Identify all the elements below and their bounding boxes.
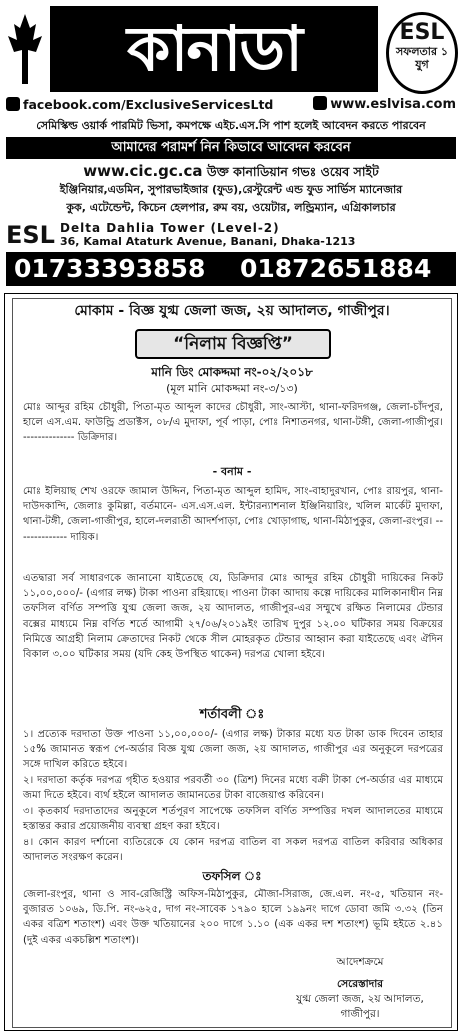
phone-2[interactable]: 01872651884 bbox=[240, 254, 432, 283]
address-line2: 36, Kamal Ataturk Avenue, Banani, Dhaka-1213 bbox=[60, 235, 356, 248]
web-links bbox=[6, 94, 456, 116]
phone-1[interactable]: 01733393858 bbox=[14, 254, 206, 283]
auction-notice bbox=[4, 293, 458, 1031]
schedule-title: তফসিল ঃ bbox=[202, 869, 262, 883]
conditions-title: শর্তাবলী ঃ bbox=[199, 707, 265, 722]
case-number: মানি ডিং মোকদ্দমা নং-০২/২০১৮ bbox=[151, 365, 313, 379]
condition-2: ২। দরদাতা কর্তৃক দরপত্র গৃহীত হওয়ার পরবর্তী ৩০ (ত্রিশ) দিনের মধ্যে বক্রী টাকা পে-অর্ডার এর মাধ্যমে জমা দিতে হইবে। ব্যর্থ হইলে আদালত জামানতের টাকা বাজেয়াপ্ত করিবেন। bbox=[23, 775, 443, 802]
court-header: মোকাম - বিজ্ঞ যুগ্ম জেলা জজ, ২য় আদালত, গাজীপুর। bbox=[74, 303, 390, 319]
website-link[interactable]: www.eslvisa.com bbox=[313, 94, 456, 116]
ad-line-consult: আমাদের পরামর্শ নিন কিভাবে আবেদন করবেন bbox=[6, 137, 456, 159]
schedule-paragraph: জেলা-রংপুর, থানা ও সাব-রেজিস্ট্রি অফিস-মিঠাপুকুর, মৌজা-সিরাজ, জে.এল. নং-৫, খতিয়ান নং-বুজারত ১০৬৯, ডি.পি. নং-৬২৫, দাগ নং-সাবেক ১৭৯০ হালে ১৯৯নং দাগে ডোবা জমি ৩.৩২ (তিন একর বত্রিশ শতাংশ) এবং উক্ত খতিয়ানের ২০০ দাগে ১.১০ (এক একর দশ শতাংশ) ভূমি হইতে ২.৪১ (দুই একর একচল্লিশ শতাংশ)। bbox=[23, 889, 443, 946]
ad-title: কানাডা bbox=[50, 6, 378, 92]
pointing-hand-icon bbox=[313, 96, 327, 110]
defendant-paragraph: মোঃ ইলিয়াছ শেখ ওরফে জামাল উদ্দিন, পিতা-মৃত আব্দুল হামিদ, সাং-বাহাদুরখান, পোঃ রায়পুর, থানা-দাউদকান্দি, জেলাঃ কুমিল্লা, বর্তমানে- এস.এস.এল. ইন্টারন্যাশনাল ইঞ্জিনিয়ারিং, খলিল মার্কেট মুদাফা, থানা-টঙ্গী, জেলা-গাজীপুর, হালে-দলরাতী আদর্শপাড়া, পোঃ খোড়াগাছ, থানা-মিঠাপুকুর, জেলা-রংপুর। -------------- দায়িক। bbox=[23, 486, 443, 543]
notice-inner bbox=[12, 298, 452, 1028]
condition-1: ১। প্রত্যেক দরদাতা উক্ত পাওনা ১১,০০,০০০/- (এগার লক্ষ) টাকার মধ্যে যত টাকা ডাক দিবেন তাহার ১৫% জামানত স্বরূপ পে-অর্ডার বিজ্ঞ যুগ্ম জেলা জজ, ২য় আদালত, গাজীপুর এর অনুকূলে দরপত্রের সঙ্গে দাখিল করিতে হইবে। bbox=[23, 729, 443, 771]
signer-place: গাজীপুর। bbox=[340, 1008, 380, 1020]
ad-line-visa: সেমিস্কিল্ড ওয়ার্ক পারমিট ভিসা, কমপক্ষে এইচ.এস.সি পাশ হলেই আবেদন করতে পারবেন bbox=[36, 119, 426, 132]
gov-site[interactable]: www.cic.gc.ca bbox=[83, 162, 203, 180]
ad-phones bbox=[6, 252, 456, 286]
badge-esl: ESL bbox=[399, 20, 445, 45]
condition-4: ৪। কোন কারণ দর্শানো ব্যতিরেকে যে কোন দরপত্র বাতিল বা সকল দরপত্র বাতিল করিবার অধিকার আদালত সংরক্ষণ করেন। bbox=[23, 837, 443, 864]
notice-heading: “নিলাম বিজ্ঞপ্তি” bbox=[135, 329, 331, 359]
signer-title: সেরেস্তাদার bbox=[336, 978, 384, 990]
address-line1: Delta Dahlia Tower (Level-2) bbox=[60, 221, 280, 235]
original-case-number: (মূল মানি মোকদ্দমা নং-৩/১৩) bbox=[166, 382, 298, 395]
signer-office: যুগ্ম জেলা জজ, ২য় আদালত, bbox=[296, 993, 424, 1005]
ad-line-jobs1: ইঞ্জিনিয়ার,এডমিন, সুপারভাইজার (ফুড),রেস্টুরেন্ট এন্ড ফুড সার্ভিস ম্যানেজার bbox=[59, 183, 403, 196]
plaintiff-paragraph: মোঃ আব্দুর রহিম চৌধুরী, পিতা-মৃত আব্দুল কাদের চৌধুরী, সাং-আস্টা, থানা-ফরিদগঞ্জ, জেলা-চাঁদপুর, হালে এস.এম. ফাউন্ড্রি প্রডাক্টস, ০৮/এ মুদাফা, পূর্ব পাড়া, পোঃ নিশাতনগর, থানা-টঙ্গী, জেলা-গাজীপুর। -------------- ডিক্রিদার। bbox=[23, 402, 443, 444]
condition-3: ৩। কৃতকার্য দরদাতাদের অনুকূলে শর্তপূরণ সাপেক্ষে তফসিল বর্ণিত সম্পত্তির দখল আদালতের মাধ্যমে হস্তান্তর করার প্রয়োজনীয় ব্যবস্থা গ্রহণ করা হইবে। bbox=[23, 806, 443, 833]
esl-badge bbox=[386, 12, 458, 94]
badge-sub: সফলতার ১ যুগ bbox=[396, 45, 448, 71]
body-paragraph: এতদ্বারা সর্ব সাধারণকে জানানো যাইতেছে যে, ডিক্রিদার মোঃ আব্দুর রহিম চৌধুরী দায়িকের নিকট ১১,০০,০০০/- (এগার লক্ষ) টাকা পাওনা রহিয়াছে। পাওনা টাকা আদায় কল্পে দায়িকের মালিকানাধীন নিম্ন তফসিল বর্ণিত সম্পত্তি যুগ্ম জেলা জজ, ২য় আদালত, গাজীপুর-এর সম্মুখে রক্ষিত নিলামের টেন্ডার বক্সের মাধ্যমে নিম্ন বর্ণিত শর্তে আগামী ২৭/০৬/২০১৯ইং তারিখ দুপুর ১২.০০ ঘটিকার সময় বিক্রয়ের নিমিত্তে আগ্রহী নিলাম ক্রেতাদের নিকট থেকে সীল মোহরকৃত টেন্ডার আহ্বান করা যাইতেছে এবং ঐদিন বিকাল ৩.০০ ঘটিকার সময় (যদি কেহ উপস্থিত থাকেন) দরপত্র খোলা হইবে। bbox=[23, 573, 443, 661]
maple-leaf-icon bbox=[6, 12, 44, 86]
esl-logo: ESL bbox=[6, 221, 55, 249]
advertisement bbox=[0, 0, 462, 290]
ad-address bbox=[6, 220, 456, 250]
pointing-hand-icon bbox=[6, 97, 20, 111]
facebook-link[interactable]: facebook.com/ExclusiveServicesLtd bbox=[6, 94, 273, 116]
ad-line-jobs2: কুক, এটেন্ডেন্ট, কিচেন হেলপার, রুম বয়, ওয়েটার, লন্ড্রিম্যান, এগ্রিকালচার bbox=[66, 201, 396, 214]
ad-line-gov: www.cic.gc.ca উক্ত কানাডিয়ান গভঃ ওয়েব সাইট bbox=[83, 162, 379, 180]
order-line: আদেশক্রমে bbox=[336, 956, 384, 968]
ad-header bbox=[6, 6, 456, 92]
versus-line: - বনাম - bbox=[212, 465, 252, 478]
